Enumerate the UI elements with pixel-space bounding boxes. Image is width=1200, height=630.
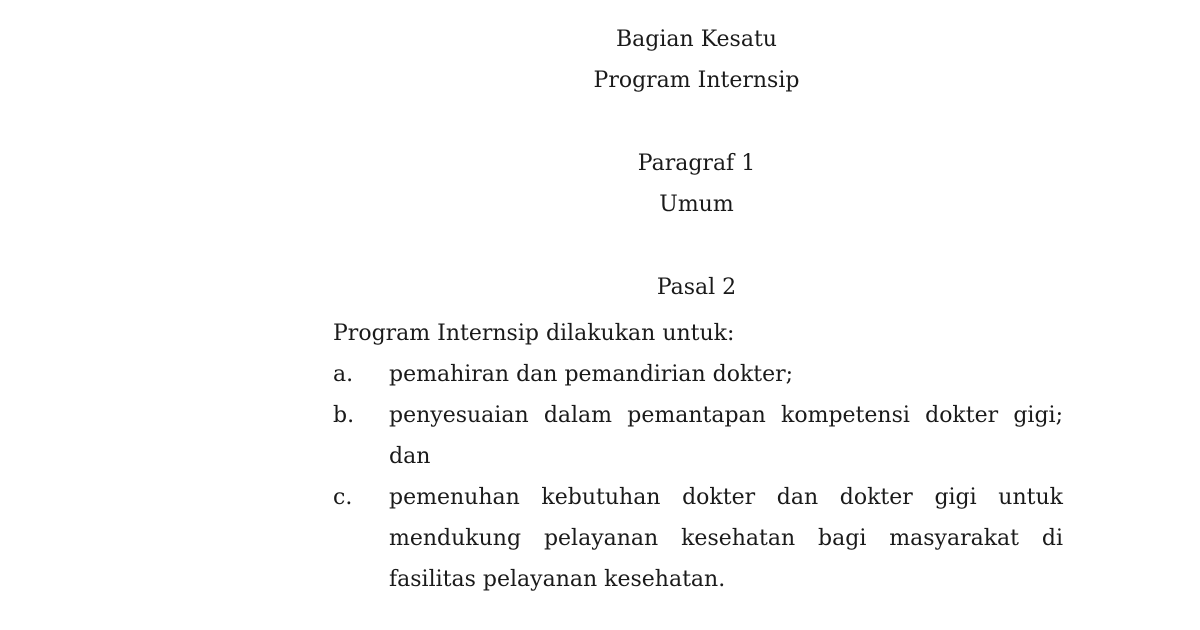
list-marker: a. — [333, 362, 354, 387]
section-title: Program Internsip — [593, 68, 800, 93]
list-item-text: pemenuhan kebutuhan dokter dan dokter gigi untuk mendukung pelayanan kesehatan bagi masyarakat di fasilitas pelayanan kesehatan. — [389, 485, 1063, 592]
list-marker: c. — [333, 485, 353, 510]
article-intro: Program Internsip dilakukan untuk: — [333, 321, 735, 346]
list-item-c — [333, 477, 1063, 600]
list-item-a — [333, 354, 1063, 395]
article-heading: Pasal 2 — [656, 275, 737, 300]
list-item-text: penyesuaian dalam pemantapan kompetensi dokter gigi; dan — [389, 403, 1063, 469]
paragraph-title: Umum — [659, 192, 734, 217]
list-item-text: pemahiran dan pemandirian dokter; — [389, 362, 794, 387]
section-heading: Bagian Kesatu — [616, 27, 777, 52]
list-marker: b. — [333, 403, 355, 428]
article-list — [333, 354, 1063, 600]
list-item-b — [333, 395, 1063, 477]
paragraph-heading: Paragraf 1 — [637, 151, 756, 176]
